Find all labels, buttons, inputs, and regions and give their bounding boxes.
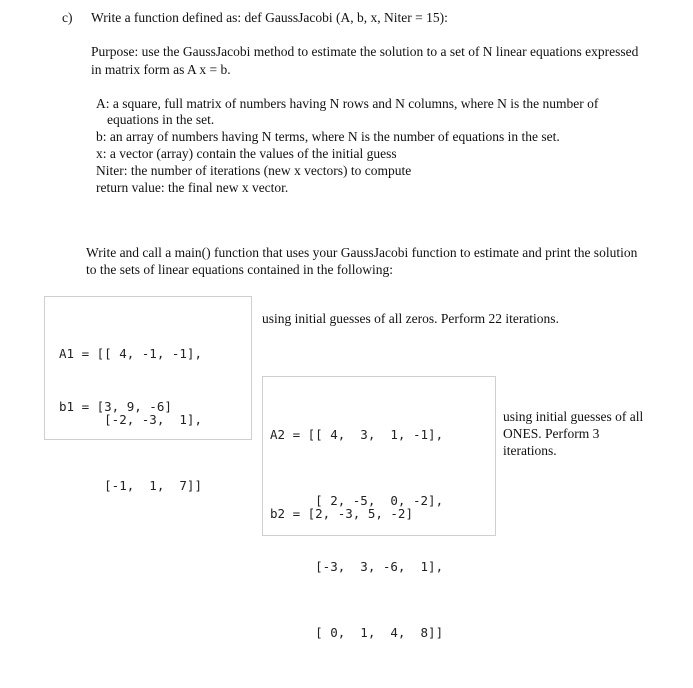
matrix-a2 [270,380,443,688]
matrix-a1 [59,299,202,541]
param-a-line: A: a square, full matrix of numbers having N rows and N columns, where N is the number of [96,96,599,111]
matrix-a2-panel [262,376,496,640]
main-instruction-line: Write and call a main() function that uses your GaussJacobi function to estimate and print the solution [86,245,638,260]
matrix-a1-panel [44,296,252,493]
set2-note-line: using initial guesses of all [503,409,644,424]
matrix-row: [ 2, -5, 0, -2], [270,493,444,508]
matrix-row: [-2, -3, 1], [59,412,202,427]
param-b: b: an array of numbers having N terms, where N is the number of equations in the set. [96,129,560,144]
purpose-line: Purpose: use the GaussJacobi method to estimate the solution to a set of N linear equations expressed [91,44,639,59]
set1-note: using initial guesses of all zeros. Perform 22 iterations. [262,311,559,326]
param-return: return value: the final new x vector. [96,180,289,195]
set2-note-line: iterations. [503,443,557,458]
main-instruction-line: to the sets of linear equations contained in the following: [86,262,394,277]
param-a-line: equations in the set. [107,112,215,127]
matrix-row: [ 0, 1, 4, 8]] [270,625,444,640]
matrix-row: [-1, 1, 7]] [59,478,202,493]
param-niter: Niter: the number of iterations (new x vectors) to compute [96,163,412,178]
question-text: Write a function defined as: def GaussJacobi (A, b, x, Niter = 15): [91,10,448,25]
matrix-row: [-3, 3, -6, 1], [270,559,444,574]
vector-b2: b2 = [2, -3, 5, -2] [270,506,413,521]
question-label: c) [62,10,73,25]
param-x: x: a vector (array) contain the values of the initial guess [96,146,397,161]
matrix-row: A2 = [[ 4, 3, 1, -1], [270,427,444,442]
matrix-row: A1 = [[ 4, -1, -1], [59,346,202,361]
vector-b1: b1 = [3, 9, -6] [59,399,172,414]
purpose-line: in matrix form as A x = b. [91,62,231,77]
set2-note-line: ONES. Perform 3 [503,426,600,441]
